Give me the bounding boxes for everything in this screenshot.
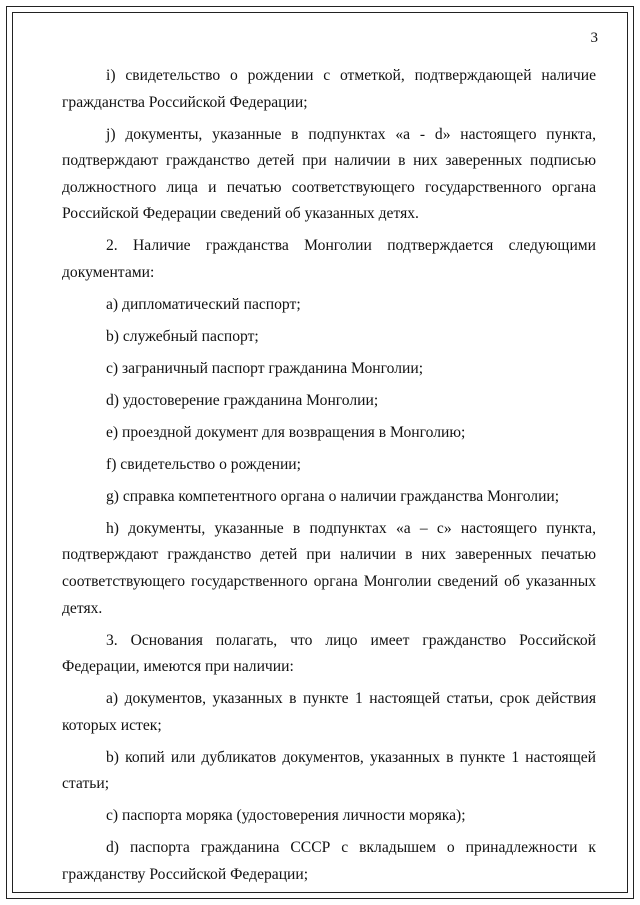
paragraph-2-heading: 2. Наличие гражданства Монголии подтверждается следующими документами: (62, 237, 596, 281)
paragraph-3a: a) документов, указанных в пункте 1 настоящей статьи, срок действия которых истек; (62, 690, 596, 734)
paragraph-3d: d) паспорта гражданина СССР с вкладышем о принадлежности к гражданству Российской Федерации; (62, 839, 596, 883)
paragraph-3-heading: 3. Основания полагать, что лицо имеет гражданство Российской Федерации, имеются при наличии: (62, 631, 596, 676)
list-item-2d: d) удостоверение гражданина Монголии; (106, 391, 379, 409)
paragraph-3c: c) паспорта моряка (удостоверения личности моряка); (106, 807, 466, 825)
paragraph-1i: i) свидетельство о рождении с отметкой, подтверждающей наличие гражданства Российской Федерации; (62, 67, 596, 111)
list-item-2a: a) дипломатический паспорт; (106, 295, 301, 313)
paragraph-2h: h) документы, указанные в подпунктах «a – c» настоящего пункта, подтверждают гражданство детей при наличии в них заверенных печатью соответствующего государственного органа Монголии сведений об указанных детях. (62, 519, 596, 617)
document-body (62, 63, 596, 894)
list-item-2f: f) свидетельство о рождении; (106, 455, 301, 473)
list-item-2g: g) справка компетентного органа о наличии гражданства Монголии; (106, 487, 560, 505)
list-item-2e: e) проездной документ для возвращения в Монголию; (106, 423, 466, 441)
list-item-2c: c) заграничный паспорт гражданина Монголии; (106, 359, 424, 377)
page-number: 3 (590, 30, 598, 46)
list-item-2b: b) служебный паспорт; (106, 327, 259, 345)
paragraph-3b: b) копий или дубликатов документов, указанных в пункте 1 настоящей статьи; (62, 748, 596, 793)
paragraph-1j: j) документы, указанные в подпунктах «a - d» настоящего пункта, подтверждают гражданство детей при наличии в них заверенных подписью должностного лица и печатью соответствующего государственного органа Российской Федерации сведений об указанных детях. (62, 125, 596, 223)
